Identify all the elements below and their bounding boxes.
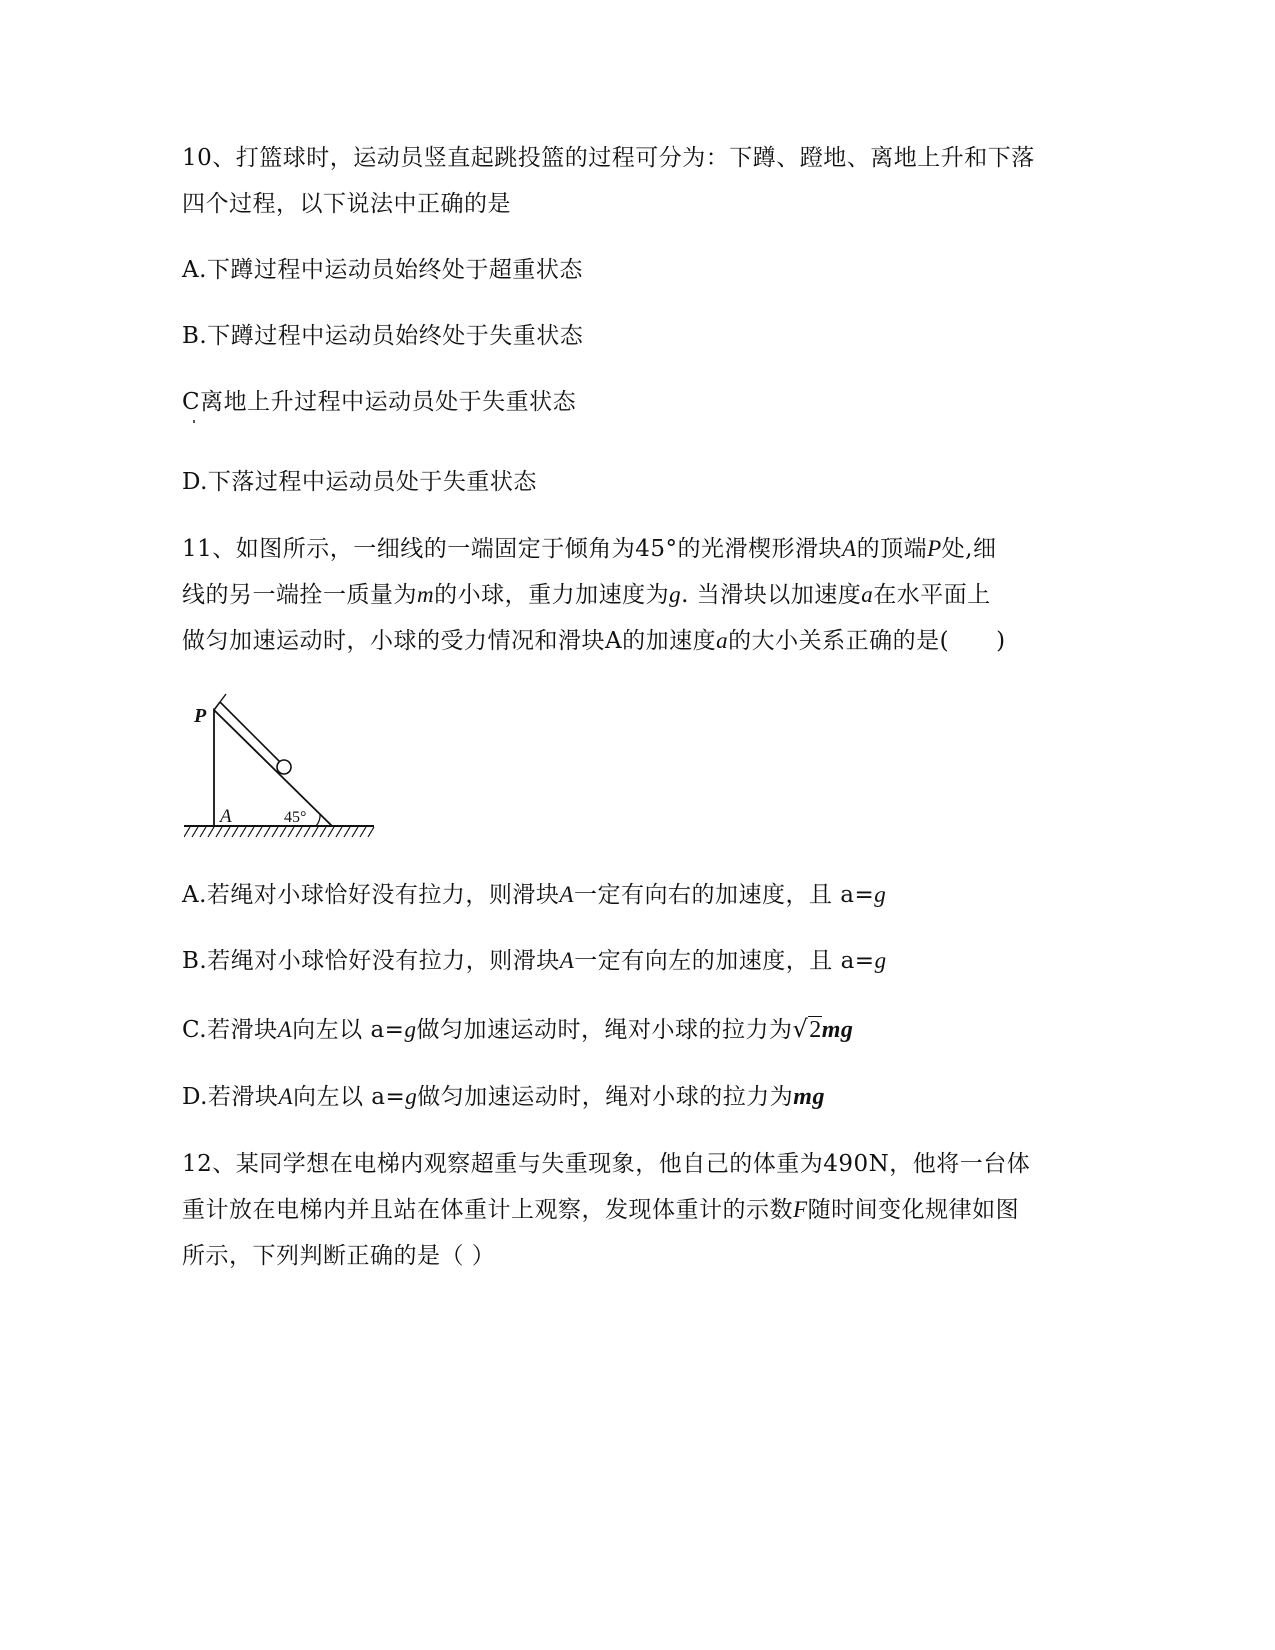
angle-arc [316,814,320,826]
wedge-outline [214,710,332,826]
q11-stem-line2: 线的另一端拴一质量为m的小球，重力加速度为g. 当滑块以加速度a在水平面上 [182,582,991,608]
q11-option-c: C.若滑块A向左以 a=g做匀加速运动时，绳对小球的拉力为√2mg [182,1015,854,1043]
stray-mark [193,420,195,423]
label-a: A [220,806,232,827]
ball [277,760,291,774]
q10-option-b: B.下蹲过程中运动员始终处于失重状态 [182,323,584,349]
q11-option-d: D.若滑块A向左以 a=g做匀加速运动时，绳对小球的拉力为mg [182,1084,825,1110]
ground-hatching [184,827,374,837]
q10-stem-line1: 10、打篮球时，运动员竖直起跳投篮的过程可分为：下蹲、蹬地、离地上升和下落 [182,145,1035,171]
q11-option-b: B.若绳对小球恰好没有拉力，则滑块A一定有向左的加速度，且 a=g [182,948,887,974]
q10-stem-line2: 四个过程，以下说法中正确的是 [182,191,511,217]
sqrt-sign: √ [792,1015,809,1043]
q10-option-c: C离地上升过程中运动员处于失重状态 [182,389,577,415]
q11-option-a: A.若绳对小球恰好没有拉力，则滑块A一定有向右的加速度，且 a=g [182,882,887,908]
string [220,702,280,762]
q10-option-a: A.下蹲过程中运动员始终处于超重状态 [182,257,583,283]
q10-option-d: D.下落过程中运动员处于失重状态 [182,469,537,495]
wedge-figure [184,690,384,845]
q12-stem-line2: 重计放在电梯内并且站在体重计上观察，发现体重计的示数F随时间变化规律如图 [182,1197,1020,1223]
q12-stem-line1: 12、某同学想在电梯内观察超重与失重现象，他自己的体重为490N，他将一台体 [182,1151,1031,1177]
q12-stem-line3: 所示，下列判断正确的是（ ） [182,1243,496,1269]
label-angle: 45° [284,809,307,826]
q11-stem-line1: 11、如图所示，一细线的一端固定于倾角为45°的光滑楔形滑块A的顶端P处,细 [182,536,997,562]
q11-stem-line3: 做匀加速运动时，小球的受力情况和滑块A的加速度a的大小关系正确的是( ) [182,628,1006,654]
label-p: P [194,705,207,727]
